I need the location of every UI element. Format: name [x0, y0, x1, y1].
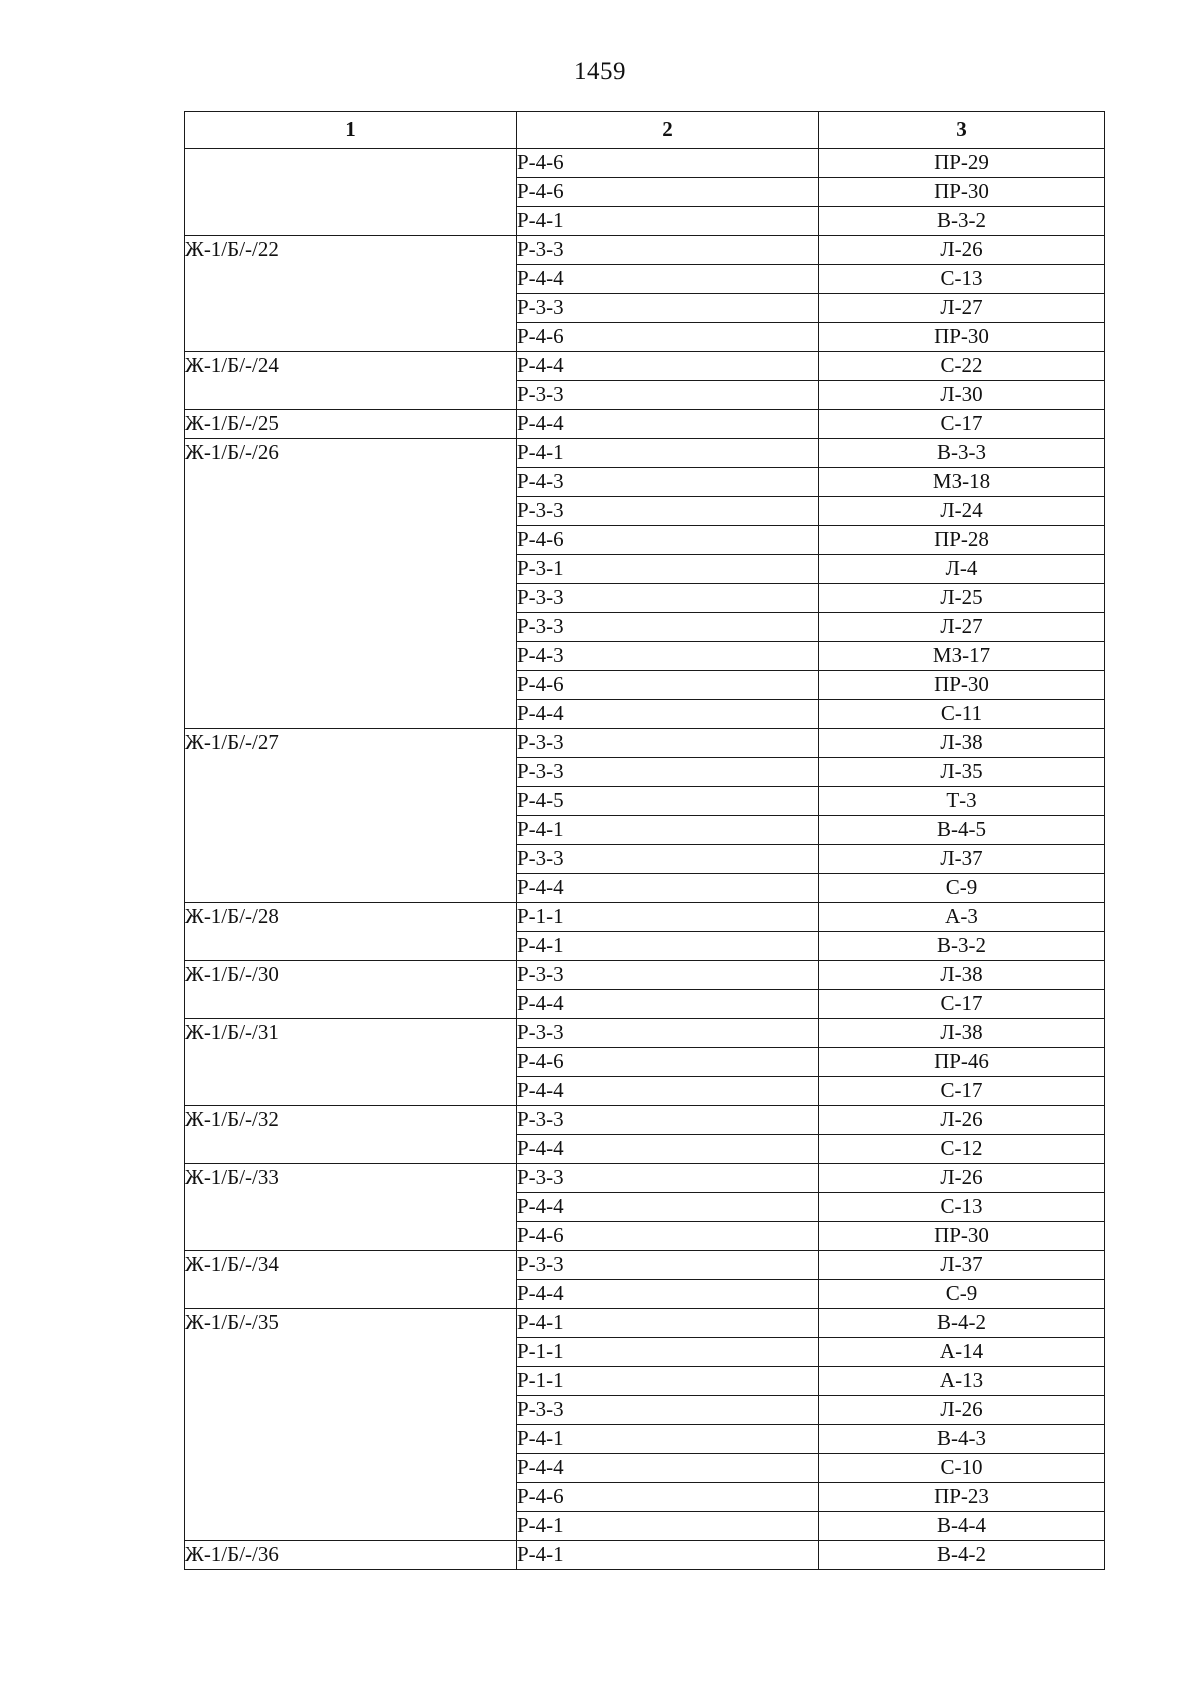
- value-cell: Л-35: [819, 758, 1105, 787]
- group-label-cell: Ж-1/Б/-/27: [185, 729, 517, 903]
- code-cell: Р-4-1: [517, 439, 819, 468]
- value-cell: Л-37: [819, 1251, 1105, 1280]
- value-cell: ПР-46: [819, 1048, 1105, 1077]
- code-cell: Р-3-3: [517, 584, 819, 613]
- code-cell: Р-3-3: [517, 613, 819, 642]
- group-label-cell: Ж-1/Б/-/35: [185, 1309, 517, 1541]
- value-cell: ПР-28: [819, 526, 1105, 555]
- group-label-cell: Ж-1/Б/-/36: [185, 1541, 517, 1570]
- value-cell: МЗ-17: [819, 642, 1105, 671]
- value-cell: Л-37: [819, 845, 1105, 874]
- table-row: [185, 1251, 1105, 1280]
- value-cell: ПР-29: [819, 149, 1105, 178]
- table-row: [185, 410, 1105, 439]
- value-cell: Л-26: [819, 236, 1105, 265]
- header-col-2: 2: [517, 112, 819, 149]
- code-cell: Р-3-1: [517, 555, 819, 584]
- value-cell: Л-26: [819, 1396, 1105, 1425]
- value-cell: С-13: [819, 1193, 1105, 1222]
- value-cell: В-4-3: [819, 1425, 1105, 1454]
- code-cell: Р-4-4: [517, 352, 819, 381]
- table-row: [185, 1309, 1105, 1338]
- value-cell: А-3: [819, 903, 1105, 932]
- value-cell: МЗ-18: [819, 468, 1105, 497]
- code-cell: Р-4-6: [517, 1483, 819, 1512]
- code-cell: Р-1-1: [517, 1367, 819, 1396]
- table-row: [185, 1106, 1105, 1135]
- value-cell: Л-4: [819, 555, 1105, 584]
- code-cell: Р-3-3: [517, 497, 819, 526]
- value-cell: ПР-30: [819, 1222, 1105, 1251]
- group-label-cell: Ж-1/Б/-/31: [185, 1019, 517, 1106]
- value-cell: В-3-2: [819, 207, 1105, 236]
- group-label-cell: Ж-1/Б/-/24: [185, 352, 517, 410]
- value-cell: С-11: [819, 700, 1105, 729]
- group-label-cell: [185, 149, 517, 236]
- value-cell: Л-26: [819, 1106, 1105, 1135]
- code-cell: Р-4-1: [517, 816, 819, 845]
- value-cell: Л-26: [819, 1164, 1105, 1193]
- code-cell: Р-4-1: [517, 207, 819, 236]
- group-label-cell: Ж-1/Б/-/34: [185, 1251, 517, 1309]
- group-label-cell: Ж-1/Б/-/28: [185, 903, 517, 961]
- reference-table: [184, 111, 1105, 1570]
- code-cell: Р-3-3: [517, 1251, 819, 1280]
- code-cell: Р-1-1: [517, 1338, 819, 1367]
- header-row: [185, 112, 1105, 149]
- table-row: [185, 903, 1105, 932]
- value-cell: С-17: [819, 990, 1105, 1019]
- table-row: [185, 1019, 1105, 1048]
- value-cell: С-12: [819, 1135, 1105, 1164]
- value-cell: ПР-30: [819, 178, 1105, 207]
- value-cell: Л-38: [819, 729, 1105, 758]
- code-cell: Р-4-1: [517, 1512, 819, 1541]
- code-cell: Р-4-3: [517, 468, 819, 497]
- code-cell: Р-4-4: [517, 410, 819, 439]
- table-row: [185, 149, 1105, 178]
- value-cell: Л-27: [819, 613, 1105, 642]
- code-cell: Р-4-4: [517, 1193, 819, 1222]
- code-cell: Р-4-1: [517, 932, 819, 961]
- value-cell: ПР-30: [819, 671, 1105, 700]
- value-cell: В-4-2: [819, 1541, 1105, 1570]
- table-row: [185, 961, 1105, 990]
- code-cell: Р-4-3: [517, 642, 819, 671]
- table-row: [185, 439, 1105, 468]
- code-cell: Р-4-6: [517, 1048, 819, 1077]
- table-body: [185, 149, 1105, 1570]
- value-cell: В-4-5: [819, 816, 1105, 845]
- value-cell: Л-24: [819, 497, 1105, 526]
- code-cell: Р-4-6: [517, 149, 819, 178]
- value-cell: ПР-30: [819, 323, 1105, 352]
- code-cell: Р-4-6: [517, 323, 819, 352]
- value-cell: В-3-2: [819, 932, 1105, 961]
- value-cell: Л-38: [819, 1019, 1105, 1048]
- code-cell: Р-3-3: [517, 961, 819, 990]
- value-cell: В-4-2: [819, 1309, 1105, 1338]
- code-cell: Р-3-3: [517, 381, 819, 410]
- code-cell: Р-1-1: [517, 903, 819, 932]
- value-cell: В-4-4: [819, 1512, 1105, 1541]
- code-cell: Р-4-4: [517, 1454, 819, 1483]
- code-cell: Р-4-6: [517, 1222, 819, 1251]
- code-cell: Р-3-3: [517, 1106, 819, 1135]
- code-cell: Р-3-3: [517, 294, 819, 323]
- value-cell: С-10: [819, 1454, 1105, 1483]
- value-cell: Л-38: [819, 961, 1105, 990]
- code-cell: Р-3-3: [517, 1164, 819, 1193]
- code-cell: Р-4-4: [517, 990, 819, 1019]
- header-col-3: 3: [819, 112, 1105, 149]
- code-cell: Р-4-5: [517, 787, 819, 816]
- value-cell: С-13: [819, 265, 1105, 294]
- code-cell: Р-3-3: [517, 729, 819, 758]
- value-cell: В-3-3: [819, 439, 1105, 468]
- value-cell: С-9: [819, 874, 1105, 903]
- code-cell: Р-4-4: [517, 1077, 819, 1106]
- table-row: [185, 729, 1105, 758]
- code-cell: Р-4-6: [517, 526, 819, 555]
- code-cell: Р-4-1: [517, 1425, 819, 1454]
- code-cell: Р-4-4: [517, 700, 819, 729]
- value-cell: С-17: [819, 1077, 1105, 1106]
- value-cell: А-13: [819, 1367, 1105, 1396]
- code-cell: Р-3-3: [517, 758, 819, 787]
- group-label-cell: Ж-1/Б/-/30: [185, 961, 517, 1019]
- value-cell: Л-27: [819, 294, 1105, 323]
- value-cell: ПР-23: [819, 1483, 1105, 1512]
- table-row: [185, 1541, 1105, 1570]
- value-cell: С-9: [819, 1280, 1105, 1309]
- page-number: 1459: [574, 58, 626, 85]
- value-cell: С-17: [819, 410, 1105, 439]
- code-cell: Р-3-3: [517, 1019, 819, 1048]
- code-cell: Р-4-4: [517, 874, 819, 903]
- code-cell: Р-4-4: [517, 1280, 819, 1309]
- code-cell: Р-3-3: [517, 236, 819, 265]
- code-cell: Р-4-4: [517, 1135, 819, 1164]
- table-header: [185, 112, 1105, 149]
- header-col-1: 1: [185, 112, 517, 149]
- code-cell: Р-4-6: [517, 671, 819, 700]
- group-label-cell: Ж-1/Б/-/22: [185, 236, 517, 352]
- table-row: [185, 236, 1105, 265]
- group-label-cell: Ж-1/Б/-/33: [185, 1164, 517, 1251]
- group-label-cell: Ж-1/Б/-/32: [185, 1106, 517, 1164]
- value-cell: Л-25: [819, 584, 1105, 613]
- value-cell: Л-30: [819, 381, 1105, 410]
- code-cell: Р-4-1: [517, 1541, 819, 1570]
- code-cell: Р-3-3: [517, 1396, 819, 1425]
- code-cell: Р-3-3: [517, 845, 819, 874]
- group-label-cell: Ж-1/Б/-/25: [185, 410, 517, 439]
- table-row: [185, 1164, 1105, 1193]
- table-row: [185, 352, 1105, 381]
- value-cell: А-14: [819, 1338, 1105, 1367]
- value-cell: С-22: [819, 352, 1105, 381]
- code-cell: Р-4-6: [517, 178, 819, 207]
- value-cell: Т-3: [819, 787, 1105, 816]
- code-cell: Р-4-1: [517, 1309, 819, 1338]
- group-label-cell: Ж-1/Б/-/26: [185, 439, 517, 729]
- code-cell: Р-4-4: [517, 265, 819, 294]
